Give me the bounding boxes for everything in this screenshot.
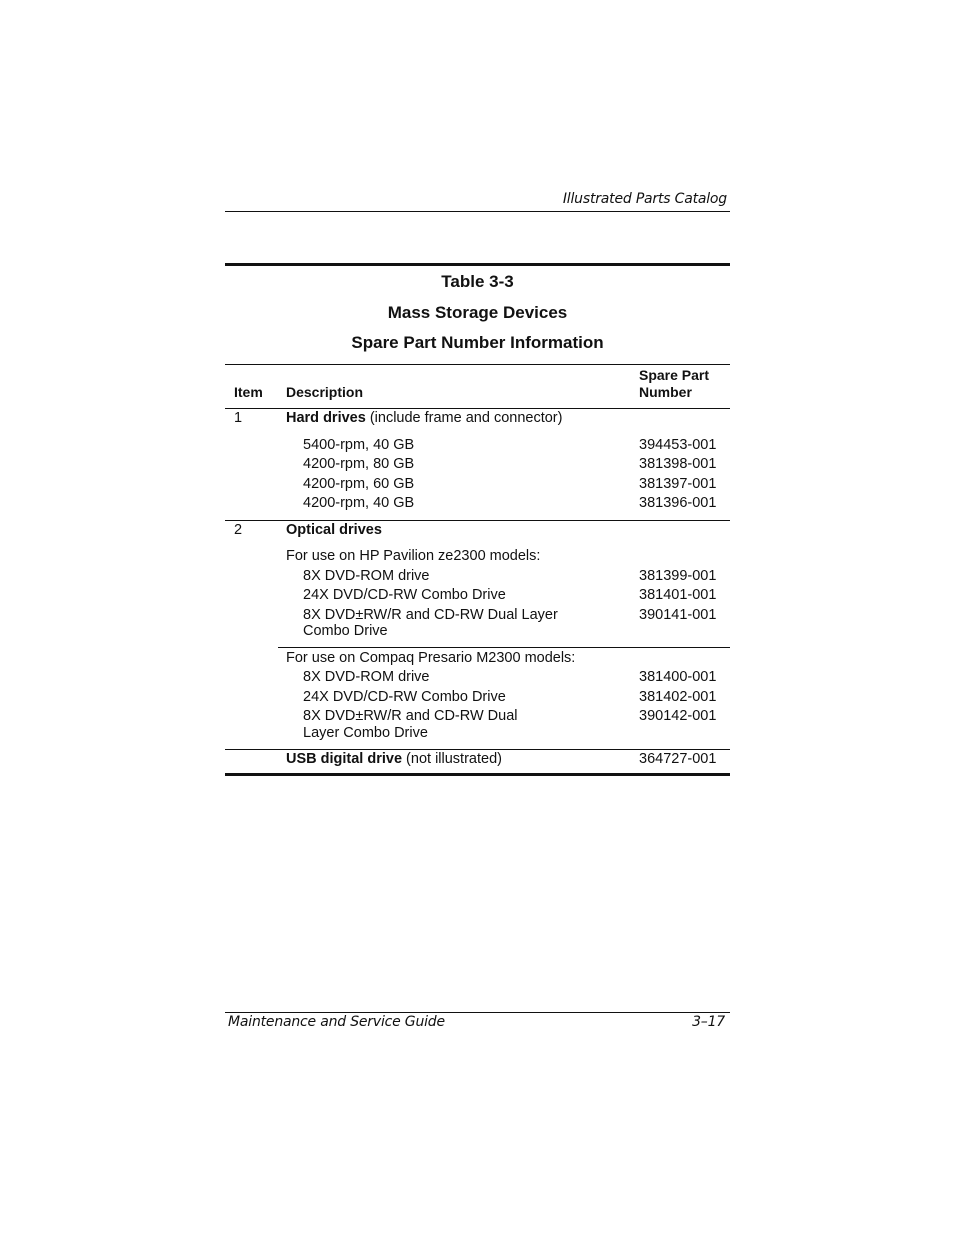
table-number: Table 3-3 [441, 272, 514, 291]
running-header: Illustrated Parts Catalog [562, 191, 727, 207]
spare-part-number: 364727-001 [639, 751, 717, 767]
table-row: 24X DVD/CD-RW Combo Drive [303, 689, 506, 705]
optical-drives-heading: Optical drives [286, 522, 382, 538]
table-row: 8X DVD-ROM drive [303, 568, 430, 584]
table-row-continued: Layer Combo Drive [303, 725, 428, 741]
table-row: 24X DVD/CD-RW Combo Drive [303, 587, 506, 603]
footer-guide-title: Maintenance and Service Guide [228, 1014, 445, 1030]
table-row: 4200-rpm, 60 GB [303, 476, 415, 492]
caption-rule [225, 364, 730, 365]
spare-part-number: 390142-001 [639, 708, 717, 724]
spare-part-number: 381398-001 [639, 456, 717, 472]
table-subtitle: Spare Part Number Information [351, 333, 604, 352]
page-number: 3–17 [692, 1014, 725, 1030]
usb-drive-note: (not illustrated) [402, 751, 502, 767]
table-title: Mass Storage Devices [387, 303, 568, 322]
hard-drives-heading-note: (include frame and connector) [365, 410, 563, 426]
table-row: 8X DVD±RW/R and CD-RW Dual [303, 708, 518, 724]
item-number-2: 2 [234, 522, 243, 538]
table-top-rule [225, 263, 730, 266]
column-header-spare-part-line2: Number [639, 384, 692, 400]
table-bottom-rule [225, 773, 730, 776]
table-row-continued: Combo Drive [303, 623, 388, 639]
group-label-compaq-presario: For use on Compaq Presario M2300 models: [286, 650, 576, 666]
item-number-1: 1 [234, 410, 243, 426]
spare-part-number: 381397-001 [639, 476, 717, 492]
spare-part-number: 381396-001 [639, 495, 717, 511]
group-label-hp-pavilion: For use on HP Pavilion ze2300 models: [286, 548, 541, 564]
spare-part-number: 381399-001 [639, 568, 717, 584]
header-row-rule [225, 408, 730, 409]
header-rule [225, 211, 730, 212]
column-header-description: Description [286, 384, 364, 400]
spare-part-number: 394453-001 [639, 437, 717, 453]
table-row: 8X DVD±RW/R and CD-RW Dual Layer [303, 607, 558, 623]
spare-part-number: 381401-001 [639, 587, 717, 603]
spare-part-number: 381400-001 [639, 669, 717, 685]
footer-rule [225, 1012, 730, 1013]
table-row: 8X DVD-ROM drive [303, 669, 430, 685]
hard-drives-heading [286, 410, 562, 427]
section-rule [225, 749, 730, 750]
column-header-spare-part-line1: Spare Part [639, 367, 710, 383]
table-row: 4200-rpm, 80 GB [303, 456, 415, 472]
column-header-item: Item [234, 384, 263, 400]
spare-part-number: 390141-001 [639, 607, 717, 623]
section-rule [225, 520, 730, 521]
hard-drives-heading-bold: Hard drives [286, 410, 366, 426]
table-row: 5400-rpm, 40 GB [303, 437, 415, 453]
table-row: 4200-rpm, 40 GB [303, 495, 415, 511]
usb-drive-row [286, 751, 502, 768]
spare-part-number: 381402-001 [639, 689, 717, 705]
subgroup-rule [278, 647, 730, 648]
usb-drive-bold: USB digital drive [286, 751, 403, 767]
